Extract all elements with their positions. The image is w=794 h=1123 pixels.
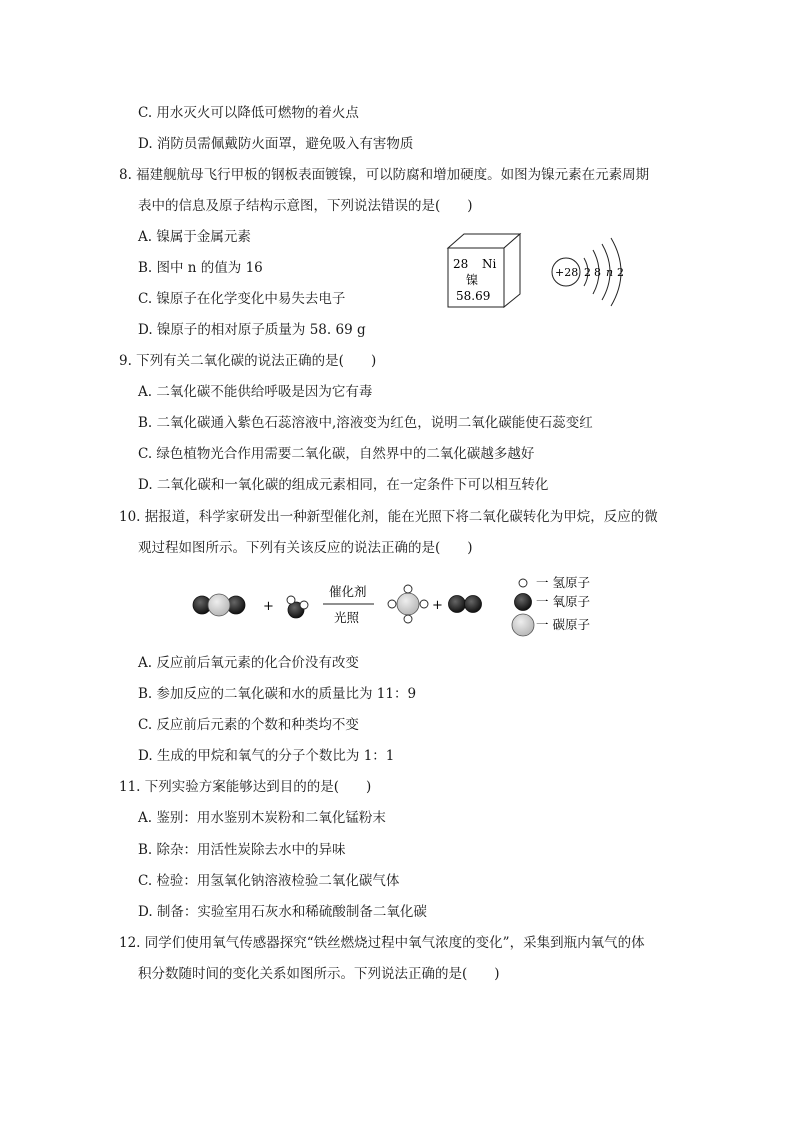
reaction-condition-light: 光照 bbox=[334, 610, 360, 625]
q7-option-c: C. 用水灭火可以降低可燃物的着火点 bbox=[138, 105, 359, 121]
legend-hydrogen: 一 氢原子 bbox=[536, 575, 590, 590]
q10-option-c: C. 反应前后元素的个数和种类均不变 bbox=[138, 717, 359, 733]
o2-molecule bbox=[449, 596, 482, 613]
reaction-condition-catalyst: 催化剂 bbox=[329, 584, 367, 599]
legend-oxygen: 一 氧原子 bbox=[536, 594, 590, 609]
q7-option-d: D. 消防员需佩戴防火面罩，避免吸入有害物质 bbox=[138, 136, 414, 152]
q10-stem-line1: 10. 据报道，科学家研发出一种新型催化剂，能在光照下将二氧化碳转化为甲烷，反应的微 bbox=[119, 509, 658, 525]
q9-option-a: A. 二氧化碳不能供给呼吸是因为它有毒 bbox=[138, 384, 373, 400]
q9-option-d: D. 二氧化碳和一氧化碳的组成元素相同，在一定条件下可以相互转化 bbox=[138, 477, 549, 493]
atom-nucleus-charge: +28 bbox=[555, 266, 579, 279]
q10-option-d: D. 生成的甲烷和氧气的分子个数比为 1：1 bbox=[138, 748, 395, 764]
q8-stem-line2: 表中的信息及原子结构示意图，下列说法错误的是( ) bbox=[138, 198, 473, 214]
q9-option-b: B. 二氧化碳通入紫色石蕊溶液中,溶液变为红色，说明二氧化碳能使石蕊变红 bbox=[138, 415, 593, 431]
plus-sign-2: + bbox=[432, 598, 443, 613]
atom-shell-2: 8 bbox=[594, 266, 601, 279]
q12-stem-line1: 12. 同学们使用氧气传感器探究“铁丝燃烧过程中氧气浓度的变化”，采集到瓶内氧气的体 bbox=[119, 935, 645, 951]
q8-stem-line1: 8. 福建舰航母飞行甲板的钢板表面镀镍，可以防腐和增加硬度。如图为镍元素在元素周期 bbox=[119, 167, 650, 183]
q10-stem-line2: 观过程如图所示。下列有关该反应的说法正确的是( ) bbox=[138, 540, 473, 556]
q10-option-b: B. 参加反应的二氧化碳和水的质量比为 11：9 bbox=[138, 686, 417, 702]
q11-option-d: D. 制备：实验室用石灰水和稀硫酸制备二氧化碳 bbox=[138, 904, 427, 920]
q11-option-c: C. 检验：用氢氧化钠溶液检验二氧化碳气体 bbox=[138, 873, 400, 889]
reaction-diagram bbox=[186, 570, 616, 642]
element-name: 镍 bbox=[466, 273, 479, 287]
h2o-molecule bbox=[287, 596, 308, 618]
co2-molecule bbox=[193, 594, 245, 616]
q9-stem: 9. 下列有关二氧化碳的说法正确的是( ) bbox=[119, 353, 377, 369]
q10-option-a: A. 反应前后氧元素的化合价没有改变 bbox=[138, 655, 359, 671]
element-mass: 58.69 bbox=[456, 289, 491, 303]
plus-sign-1: + bbox=[263, 599, 274, 614]
legend-carbon: 一 碳原子 bbox=[536, 617, 590, 632]
q12-stem-line2: 积分数随时间的变化关系如图所示。下列说法正确的是( ) bbox=[138, 966, 500, 982]
element-symbol: Ni bbox=[482, 257, 497, 271]
q11-option-a: A. 鉴别：用水鉴别木炭粉和二氧化锰粉末 bbox=[138, 810, 386, 826]
atom-shell-4: 2 bbox=[617, 266, 624, 279]
nickel-atom-diagram bbox=[548, 236, 638, 312]
q11-stem: 11. 下列实验方案能够达到目的的是( ) bbox=[119, 779, 372, 795]
nickel-element-card bbox=[444, 232, 524, 308]
atom-legend bbox=[512, 575, 590, 636]
q8-option-c: C. 镍原子在化学变化中易失去电子 bbox=[138, 291, 346, 307]
atom-shell-3: n bbox=[606, 266, 614, 279]
ch4-molecule bbox=[388, 585, 428, 623]
q11-option-b: B. 除杂：用活性炭除去水中的异味 bbox=[138, 842, 346, 858]
q9-option-c: C. 绿色植物光合作用需要二氧化碳，自然界中的二氧化碳越多越好 bbox=[138, 446, 535, 462]
element-number: 28 bbox=[453, 257, 469, 271]
q8-option-d: D. 镍原子的相对原子质量为 58. 69 g bbox=[138, 322, 366, 338]
atom-shell-1: 2 bbox=[584, 266, 591, 279]
q8-option-a: A. 镍属于金属元素 bbox=[138, 229, 251, 245]
q8-option-b: B. 图中 n 的值为 16 bbox=[138, 260, 263, 276]
